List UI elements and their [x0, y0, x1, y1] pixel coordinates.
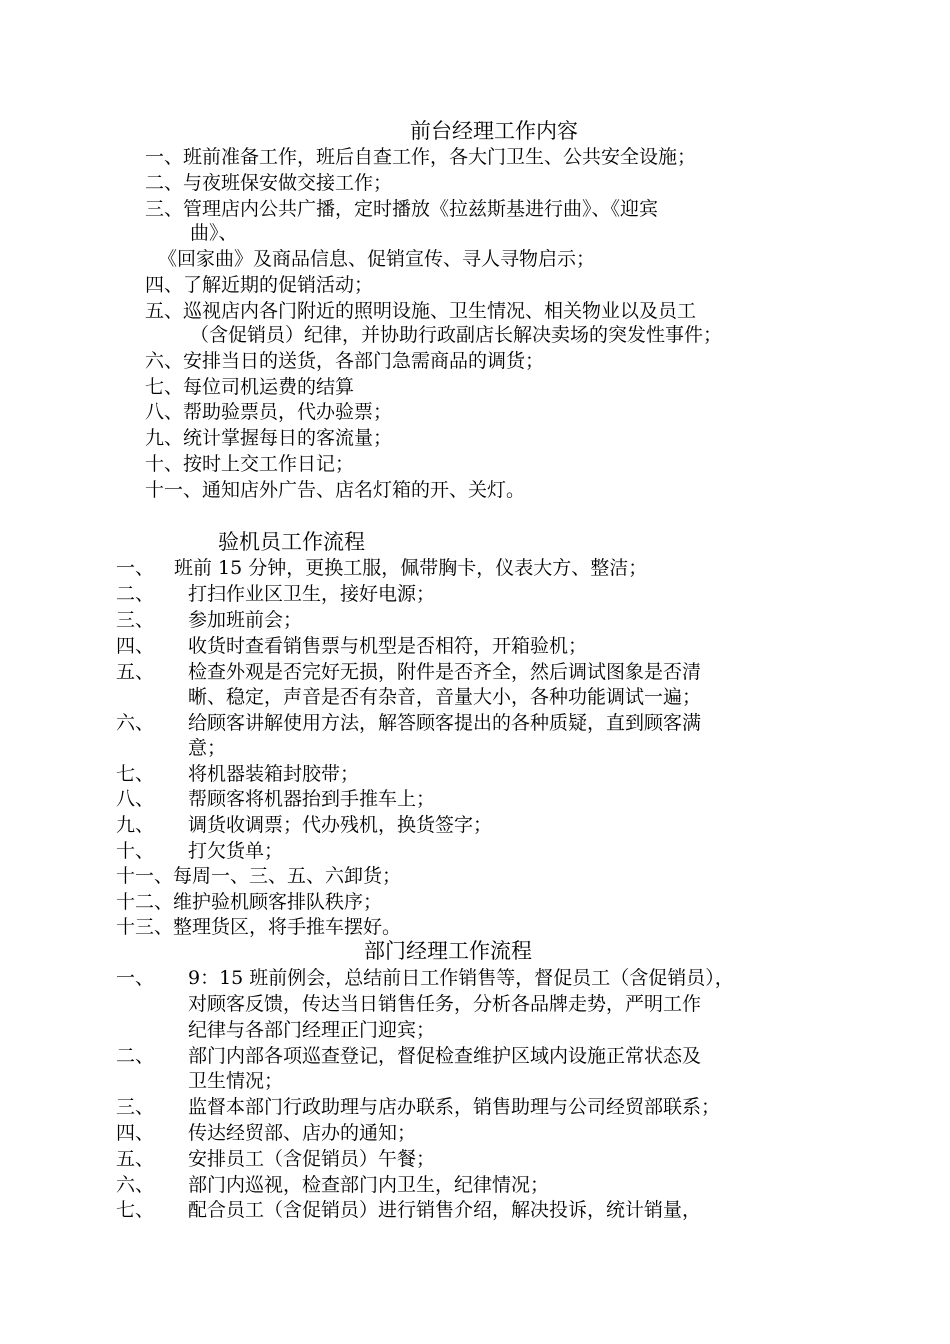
section3-item-text: 配合员工（含促销员）进行销售介绍，解决投诉，统计销量，	[188, 1199, 702, 1221]
section3-item-text: 传达经贸部、店办的通知；	[188, 1122, 417, 1144]
section1-line: 四、了解近期的促销活动；	[145, 274, 374, 296]
section2-item-text: 十三、整理货区，将手推车摆好。	[116, 916, 402, 938]
section2-item-text: 检查外观是否完好无损，附件是否齐全，然后调试图象是否清	[188, 661, 702, 683]
section2-item-text: 意；	[188, 737, 227, 759]
section2-item-text: 十一、每周一、三、五、六卸货；	[116, 865, 402, 887]
section3-item-text: 9：15 班前例会，总结前日工作销售等，督促员工（含促销员），	[188, 967, 734, 989]
section2-item-num: 二、	[116, 583, 155, 605]
section3-item-text: 部门内部各项巡查登记，督促检查维护区域内设施正常状态及	[188, 1045, 702, 1067]
section1-line: 八、帮助验票员，代办验票；	[145, 401, 393, 423]
section3-item-text: 监督本部门行政助理与店办联系，销售助理与公司经贸部联系；	[188, 1096, 721, 1118]
section1-line: 五、巡视店内各门附近的照明设施、卫生情况、相关物业以及员工	[145, 300, 697, 322]
section2-item-num: 八、	[116, 788, 155, 810]
section3-item-num: 六、	[116, 1174, 155, 1196]
section1-line: 七、每位司机运费的结算	[145, 376, 355, 398]
section3-item-num: 一、	[116, 967, 155, 989]
section3-item-num: 四、	[116, 1122, 155, 1144]
section2-item-text: 帮顾客将机器抬到手推车上；	[188, 788, 436, 810]
section2-item-text: 打欠货单；	[188, 840, 284, 862]
section3-item-text: 对顾客反馈，传达当日销售任务，分析各品牌走势，严明工作	[188, 993, 702, 1015]
section1-line: 六、安排当日的送货，各部门急需商品的调货；	[145, 350, 545, 372]
section3-item-text: 卫生情况；	[188, 1070, 284, 1092]
section2-item-text: 收货时查看销售票与机型是否相符，开箱验机；	[188, 635, 588, 657]
section2-item-num: 一、	[116, 557, 155, 579]
section2-item-text: 打扫作业区卫生，接好电源；	[188, 583, 436, 605]
section2-item-num: 十、	[116, 840, 155, 862]
section2-item-text: 给顾客讲解使用方法，解答顾客提出的各种质疑，直到顾客满	[188, 712, 702, 734]
section1-line: 《回家曲》及商品信息、促销宣传、寻人寻物启示；	[158, 248, 596, 270]
section2-item-text: 十二、维护验机顾客排队秩序；	[116, 891, 383, 913]
section1-line: 三、管理店内公共广播，定时播放《拉兹斯基进行曲》、《迎宾	[145, 198, 659, 220]
section2-item-num: 六、	[116, 712, 155, 734]
section2-item-text: 班前 15 分钟，更换工服，佩带胸卡，仪表大方、整洁；	[174, 557, 648, 579]
section2-title: 验机员工作流程	[218, 530, 365, 554]
section1-line: 十一、通知店外广告、店名灯箱的开、关灯。	[145, 479, 526, 501]
section2-item-num: 七、	[116, 763, 155, 785]
section1-line: 十、按时上交工作日记；	[145, 453, 355, 475]
section3-item-num: 三、	[116, 1096, 155, 1118]
section2-item-text: 将机器装箱封胶带；	[188, 763, 360, 785]
section2-item-num: 五、	[116, 661, 155, 683]
section3-item-text: 安排员工（含促销员）午餐；	[188, 1148, 436, 1170]
section2-item-text: 调货收调票；代办残机，换货签字；	[188, 814, 493, 836]
section3-item-num: 五、	[116, 1148, 155, 1170]
section3-item-num: 七、	[116, 1199, 155, 1221]
section3-item-text: 纪律与各部门经理正门迎宾；	[188, 1019, 436, 1041]
section2-item-text: 参加班前会；	[188, 609, 303, 631]
section1-line: 曲》、	[190, 222, 238, 244]
section2-item-num: 三、	[116, 609, 155, 631]
section1-title: 前台经理工作内容	[410, 119, 578, 143]
section2-item-num: 九、	[116, 814, 155, 836]
section1-line: 九、统计掌握每日的客流量；	[145, 427, 393, 449]
section3-item-num: 二、	[116, 1045, 155, 1067]
section1-line: （含促销员）纪律，并协助行政副店长解决卖场的突发性事件；	[190, 324, 723, 346]
section1-line: 二、与夜班保安做交接工作；	[145, 172, 393, 194]
section3-item-text: 部门内巡视，检查部门内卫生，纪律情况；	[188, 1174, 550, 1196]
section2-item-text: 晰、稳定，声音是否有杂音，音量大小，各种功能调试一遍；	[188, 686, 702, 708]
section1-line: 一、班前准备工作，班后自查工作，各大门卫生、公共安全设施；	[145, 146, 697, 168]
section3-title: 部门经理工作流程	[364, 939, 532, 963]
section2-item-num: 四、	[116, 635, 155, 657]
